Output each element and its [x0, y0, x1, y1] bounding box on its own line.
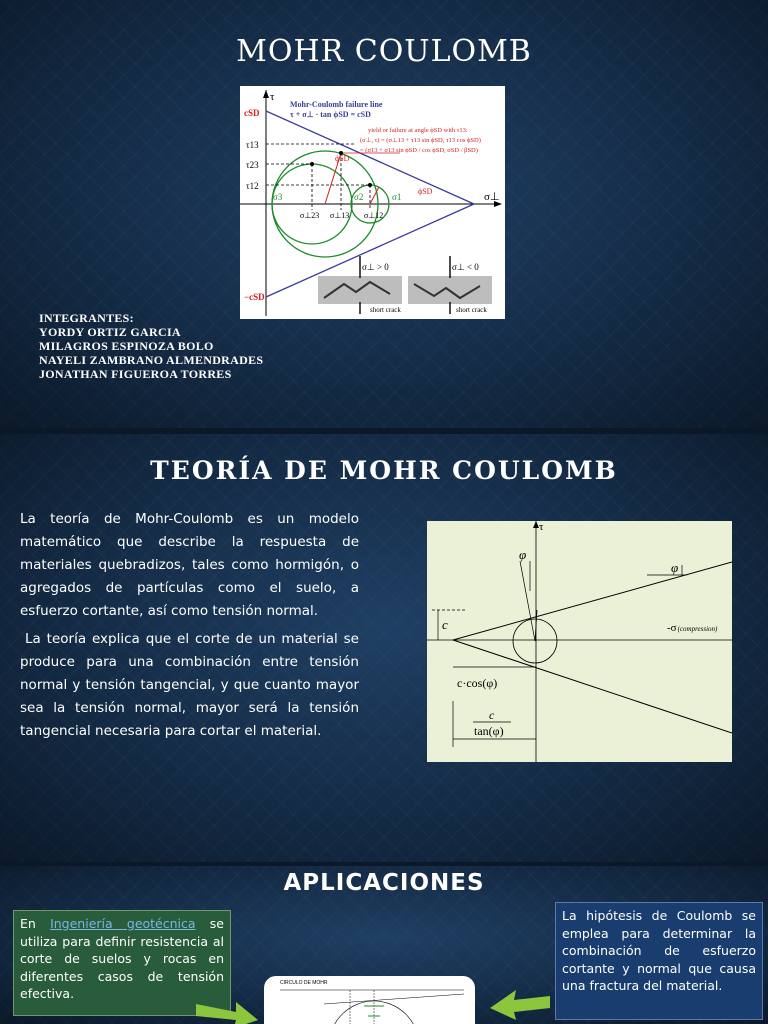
failure-line-title: Mohr-Coulomb failure line — [290, 100, 383, 109]
theory-paragraph-2: La teoría explica que el corte de un material se produce para una combinación entre tensión normal y tensión tangencial, y que cuanto mayor sea la tensión normal, mayor será la tensión tangencial necesaria para cortar el material. — [20, 631, 359, 739]
failure-line-eq: τ + σ⊥ · tan ϕSD = cSD — [290, 110, 371, 119]
member-name: MILAGROS ESPINOZA BOLO — [39, 339, 214, 353]
phi-sd-label: ϕSD — [335, 154, 350, 163]
sp12-label: σ⊥12 — [364, 211, 384, 220]
sigma-label: -σ(compression) — [667, 622, 718, 634]
csd-label: cSD — [244, 108, 260, 118]
member-name: NAYELI ZAMBRANO ALMENDRADES — [39, 353, 264, 367]
yield-note-1: yield or failure at angle ϕSD with τ13: — [368, 127, 468, 134]
tau12-label: τ12 — [246, 181, 259, 191]
sp13-label: σ⊥13 — [330, 211, 350, 220]
pos-sigma-label: σ⊥ > 0 — [362, 262, 389, 272]
slide-applications — [0, 866, 768, 1024]
mohr-coulomb-diagram — [240, 86, 505, 319]
slide-applications-heading: APLICACIONES — [283, 870, 485, 896]
slide-theory-heading: TEORÍA DE MOHR COULOMB — [150, 456, 618, 485]
member-name: YORDY ORTIZ GARCIA — [39, 325, 181, 339]
short-crack-label-2: short crack — [456, 306, 487, 314]
c-frac-den: tan(φ) — [474, 724, 504, 738]
sigma-perp-label: σ⊥ — [484, 191, 500, 203]
sigma2-label: σ2 — [354, 192, 364, 202]
geotechnical-engineering-link[interactable]: Ingeniería geotécnica — [50, 916, 196, 931]
mohr-circle-figure — [264, 976, 475, 1024]
sigma1-label: σ1 — [392, 192, 402, 202]
coulomb-hypothesis-box: La hipótesis de Coulomb se emplea para determinar la combinación de esfuerzo cortante y normal que causa una fractura del material. — [555, 902, 763, 1020]
tau-label: τ — [270, 91, 275, 103]
phi-label-top: φ — [519, 547, 527, 562]
sigma3-label: σ3 — [273, 192, 283, 202]
neg-sigma-label: σ⊥ < 0 — [452, 262, 479, 272]
mohr-circle-title: CIRCULO DE MOHR — [280, 980, 328, 986]
c-cos-label: c·cos(φ) — [457, 676, 498, 690]
tau13-label: τ13 — [246, 140, 259, 150]
short-crack-label-1: short crack — [370, 306, 401, 314]
members-list — [39, 311, 263, 381]
phi-sd-label-2: ϕSD — [418, 187, 433, 196]
slide-title — [0, 0, 768, 428]
members-heading: INTEGRANTES: — [39, 311, 134, 325]
phi-label-right: φ — [671, 560, 679, 575]
box1-text: se utiliza para definir resistencia al corte de suelos y rocas en diferentes casos de tensión efectiva. — [20, 916, 224, 1001]
slide-theory — [0, 434, 768, 862]
slide-title-heading: MOHR COULOMB — [236, 34, 532, 69]
left-arrow-icon — [490, 990, 550, 1020]
tau-label-2: τ — [539, 521, 544, 533]
tau23-label: τ23 — [246, 160, 259, 170]
theory-paragraph-1: La teoría de Mohr-Coulomb es un modelo matemático que describe la respuesta de materiales quebradizos, tales como hormigón, o agregados de partículas como el suelo, a esfuerzo cortante, así como tensión normal. — [20, 511, 359, 619]
box1-prefix: En — [20, 916, 36, 931]
mohr-coulomb-envelope-diagram — [427, 521, 732, 762]
neg-csd-label: −cSD — [244, 292, 265, 302]
yield-note-2: (σ⊥, τ) = (σ⊥13 + τ13 sin ϕSD, τ13 cos ϕSD) — [360, 137, 481, 144]
c-label: c — [442, 617, 448, 632]
sp23-label: σ⊥23 — [300, 211, 320, 220]
yield-note-3: = (σ13 + σ13 sin ϕSD / cos ϕSD, σSD / βSD) — [360, 147, 478, 154]
member-name: JONATHAN FIGUEROA TORRES — [39, 367, 232, 381]
c-frac-num: c — [489, 708, 495, 722]
right-arrow-icon — [196, 998, 258, 1024]
